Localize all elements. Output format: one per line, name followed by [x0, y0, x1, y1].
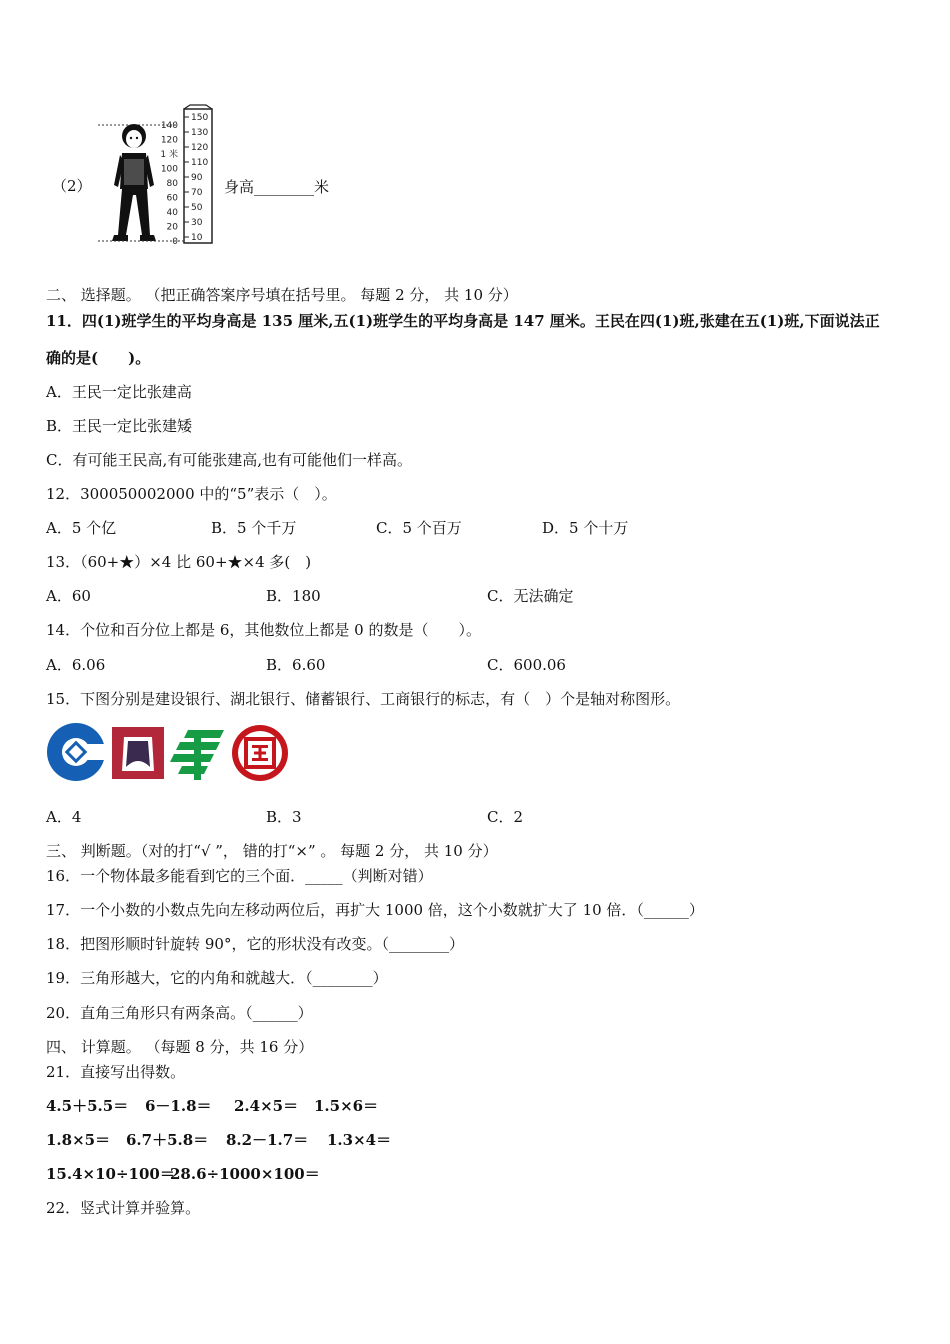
ruler-right-label: 10: [191, 233, 203, 243]
q14-option-b: B．6.60: [266, 656, 326, 674]
height-question: 身高________米: [224, 178, 330, 196]
ruler-left-label: 140: [160, 121, 178, 131]
ruler-left-label: 120: [160, 135, 178, 146]
q12-stem: 12．300050002000 中的“5”表示（ ）。: [46, 485, 337, 503]
ruler-left-label: 1 米: [160, 150, 178, 160]
height-ruler-figure: [98, 103, 223, 248]
q21-item: 1.3×4＝: [327, 1131, 392, 1149]
q15-option-a: A．4: [46, 808, 82, 826]
q17-text: 17．一个小数的小数点先向左移动两位后，再扩大 1000 倍，这个小数就扩大了 10 倍．（______）: [46, 901, 704, 919]
q15-option-b: B．3: [266, 808, 302, 826]
q12-option-a: A．5 个亿: [46, 519, 117, 537]
q15-stem: 15．下图分别是建设银行、湖北银行、储蓄银行、工商银行的标志，有（ ）个是轴对称图形。: [46, 690, 681, 708]
q21-item: 4.5＋5.5＝: [46, 1097, 129, 1115]
q16-text: 16．一个物体最多能看到它的三个面．_____（判断对错）: [46, 867, 433, 885]
q21-stem: 21．直接写出得数。: [46, 1063, 186, 1081]
q21-item: 28.6÷1000×100＝: [170, 1165, 320, 1183]
ruler-right-label: 130: [191, 128, 209, 138]
q21-item: 8.2－1.7＝: [226, 1131, 309, 1149]
q11-option-c: C．有可能王民高,有可能张建高,也有可能他们一样高。: [46, 451, 413, 469]
q12-option-d: D．5 个十万: [542, 519, 629, 537]
ruler-left-label: 20: [166, 222, 178, 233]
ccb-logo: [46, 722, 106, 782]
q18-text: 18．把图形顺时针旋转 90°，它的形状没有改变。（________）: [46, 935, 464, 953]
q21-item: 6－1.8＝: [145, 1097, 212, 1115]
figure-label: （2）: [52, 177, 92, 195]
q14-stem: 14．个位和百分位上都是 6，其他数位上都是 0 的数是（ ）。: [46, 621, 481, 639]
q19-text: 19．三角形越大，它的内角和就越大．（________）: [46, 969, 388, 987]
ruler-right-label: 120: [191, 143, 209, 153]
q13-stem: 13．（60+★）×4 比 60+★×4 多( ): [46, 553, 312, 571]
q21-item: 6.7＋5.8＝: [126, 1131, 209, 1149]
section-4-heading: 四、 计算题。 （每题 8 分，共 16 分）: [46, 1038, 314, 1056]
q21-item: 2.4×5＝: [234, 1097, 299, 1115]
q14-option-a: A．6.06: [46, 656, 106, 674]
ruler-left-label: 80: [166, 179, 178, 189]
q21-item: 1.8×5＝: [46, 1131, 111, 1149]
ruler-right-label: 110: [191, 158, 209, 168]
ruler-right-label: 30: [191, 218, 203, 228]
q11-stem-line2: 确的是( )。: [46, 349, 151, 367]
ruler-right-label: 90: [191, 173, 203, 183]
q14-option-c: C．600.06: [487, 656, 566, 674]
section-3-heading: 三、 判断题。（对的打“√ ”， 错的打“×” 。 每题 2 分， 共 10 分）: [46, 842, 498, 860]
q13-option-a: A．60: [46, 587, 91, 605]
postal-savings-logo: [168, 726, 228, 782]
q15-option-c: C．2: [487, 808, 524, 826]
q12-option-b: B．5 个千万: [211, 519, 297, 537]
q21-item: 1.5×6＝: [314, 1097, 379, 1115]
ruler-left-label: 0: [172, 237, 178, 247]
ruler-left-label: 60: [166, 193, 178, 204]
q21-item: 15.4×10÷100＝: [46, 1165, 175, 1183]
ruler-right-label: 70: [191, 188, 203, 198]
q11-option-b: B．王民一定比张建矮: [46, 417, 193, 435]
q20-text: 20．直角三角形只有两条高。（______）: [46, 1004, 313, 1022]
q22-stem: 22．竖式计算并验算。: [46, 1199, 201, 1217]
ruler-right-label: 150: [191, 113, 209, 123]
q12-option-c: C．5 个百万: [376, 519, 462, 537]
child-figure: [112, 124, 156, 241]
q11-option-a: A．王民一定比张建高: [46, 383, 192, 401]
q13-option-c: C．无法确定: [487, 587, 574, 605]
ruler-left-label: 40: [166, 208, 178, 218]
ruler-right-label: 50: [191, 203, 203, 213]
q13-option-b: B．180: [266, 587, 321, 605]
section-2-heading: 二、 选择题。 （把正确答案序号填在括号里。 每题 2 分， 共 10 分）: [46, 286, 518, 304]
q11-stem-line1: 11．四(1)班学生的平均身高是 135 厘米,五(1)班学生的平均身高是 147 厘米。王民在四(1)班,张建在五(1)班,下面说法正: [46, 312, 880, 330]
hubei-bank-logo: [110, 725, 166, 781]
icbc-logo: [230, 723, 290, 783]
ruler-left-label: 100: [160, 164, 178, 175]
